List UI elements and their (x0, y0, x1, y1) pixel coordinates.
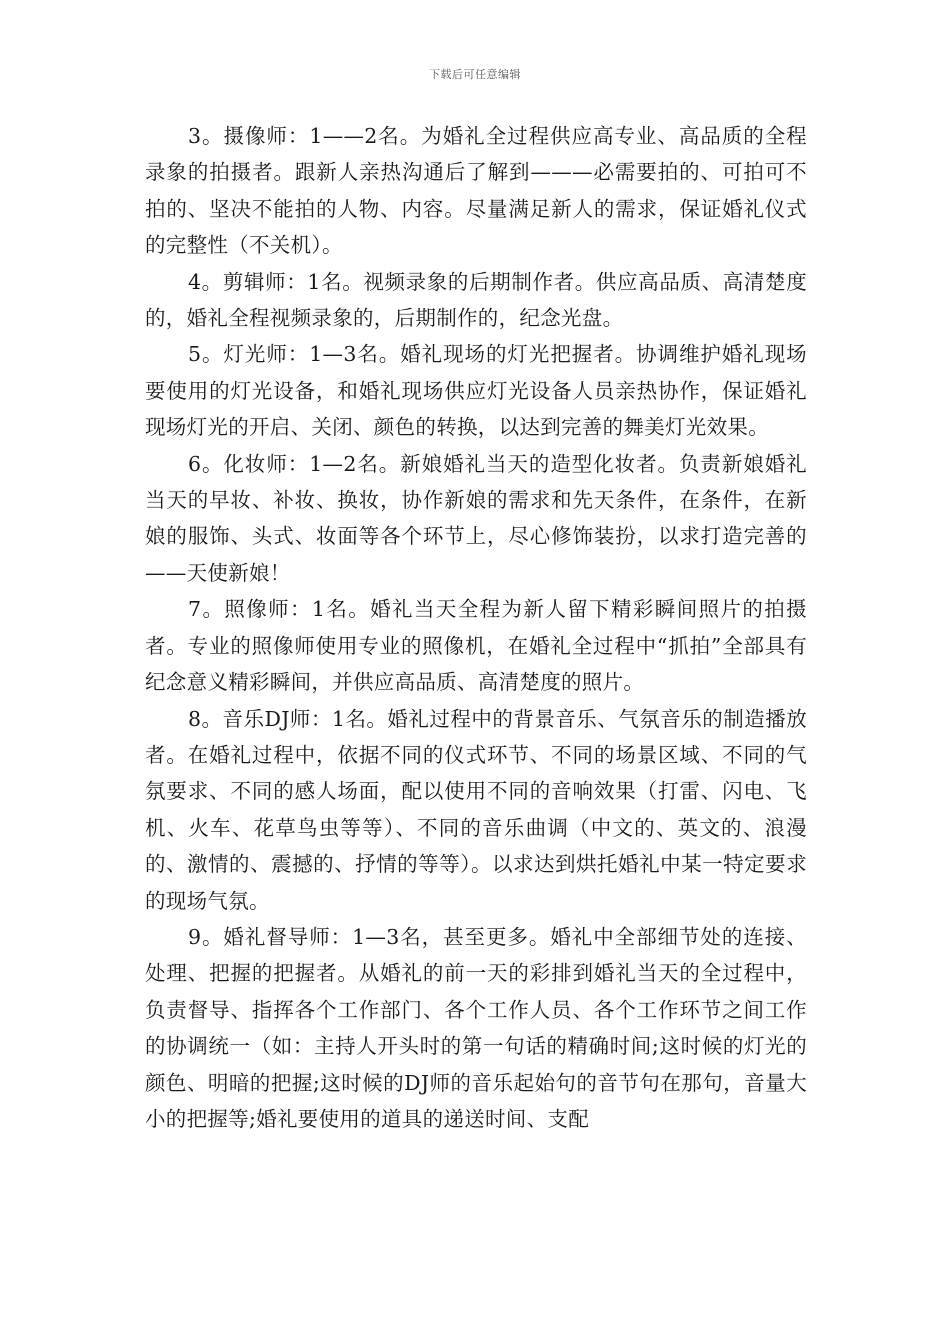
paragraph-lighting: 5。灯光师：1—3名。婚礼现场的灯光把握者。协调维护婚礼现场要使用的灯光设备，和婚礼现场供应灯光设备人员亲热协作，保证婚礼现场灯光的开启、关闭、颜色的转换，以达到完善的舞美灯光效果。 (145, 342, 807, 440)
paragraph-editor: 4。剪辑师：1名。视频录象的后期制作者。供应高品质、高清楚度的，婚礼全程视频录象的，后期制作的，纪念光盘。 (145, 269, 807, 331)
paragraph-cameraman: 3。摄像师：1——2名。为婚礼全过程供应高专业、高品质的全程录象的拍摄者。跟新人亲热沟通后了解到———必需要拍的、可拍可不拍的、坚决不能拍的人物、内容。尽量满足新人的需求，保证婚礼仪式的完整性（不关机）。 (145, 124, 807, 258)
paragraph-makeup: 6。化妆师：1—2名。新娘婚礼当天的造型化妆者。负责新娘婚礼当天的早妆、补妆、换妆，协作新娘的需求和先天条件，在条件，在新娘的服饰、头式、妆面等各个环节上，尽心修饰装扮，以求打造完善的——天使新娘！ (145, 451, 807, 585)
paragraph-music-dj: 8。音乐DJ师：1名。婚礼过程中的背景音乐、气氛音乐的制造播放者。在婚礼过程中，依据不同的仪式环节、不同的场景区域、不同的气氛要求、不同的感人场面，配以使用不同的音响效果（打雷、闪电、飞机、火车、花草鸟虫等等）、不同的音乐曲调（中文的、英文的、浪漫的、激情的、震撼的、抒情的等等）。以求达到烘托婚礼中某一特定要求的现场气氛。 (145, 706, 807, 913)
page-header: 下载后可任意编辑 (429, 68, 521, 81)
paragraph-photographer: 7。照像师：1名。婚礼当天全程为新人留下精彩瞬间照片的拍摄者。专业的照像师使用专业的照像机，在婚礼全过程中“抓拍”全部具有纪念意义精彩瞬间，并供应高品质、高清楚度的照片。 (145, 597, 807, 695)
document-body (145, 118, 807, 1137)
paragraph-supervisor: 9。婚礼督导师：1—3名，甚至更多。婚礼中全部细节处的连接、处理、把握的把握者。从婚礼的前一天的彩排到婚礼当天的全过程中，负责督导、指挥各个工作部门、各个工作人员、各个工作环节之间工作的协调统一（如：主持人开头时的第一句话的精确时间;这时候的灯光的颜色、明暗的把握;这时候的DJ师的音乐起始句的音节句在那句，音量大小的把握等;婚礼要使用的道具的递送时间、支配 (145, 924, 807, 1131)
